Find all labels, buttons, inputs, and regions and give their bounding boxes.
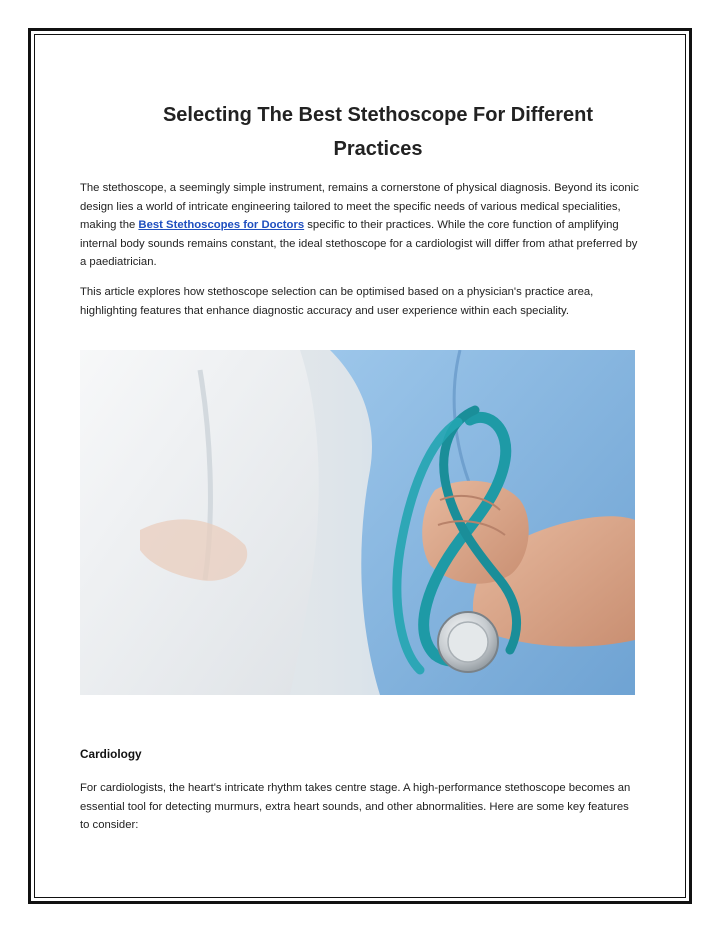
intro-paragraph — [80, 179, 640, 272]
section-heading-cardiology: Cardiology — [80, 747, 142, 761]
overview-paragraph: This article explores how stethoscope selection can be optimised based on a physician's practice area, highlighting features that enhance diagnostic accuracy and user experience within each speciality. — [80, 286, 594, 317]
intro-text-before-link: The stethoscope, a seemingly simple instrument, remains a cornerstone of physical diagnosis. Beyond its iconic design lies a world of intricate engineering tailored to meet the specific needs of various medical specialities, making the — [80, 182, 639, 231]
stethoscope-photo — [80, 350, 635, 695]
article-title-line-2: Practices — [333, 138, 423, 160]
article-title — [80, 98, 676, 166]
cardiology-paragraph: For cardiologists, the heart's intricate rhythm takes centre stage. A high-performance stethoscope becomes an essential tool for detecting murmurs, extra heart sounds, and other abnormalities. Here are some key features to consider: — [80, 782, 631, 831]
best-stethoscopes-link[interactable]: Best Stethoscopes for Doctors — [138, 219, 305, 231]
intro-text-after-link: specific to their practices. While the core function of amplifying internal body sounds remains constant, the ideal stethoscope for a cardiologist will differ from athat preferred by a paediatrician. — [80, 219, 638, 268]
article-title-line-1: Selecting The Best Stethoscope For Different — [162, 104, 594, 126]
